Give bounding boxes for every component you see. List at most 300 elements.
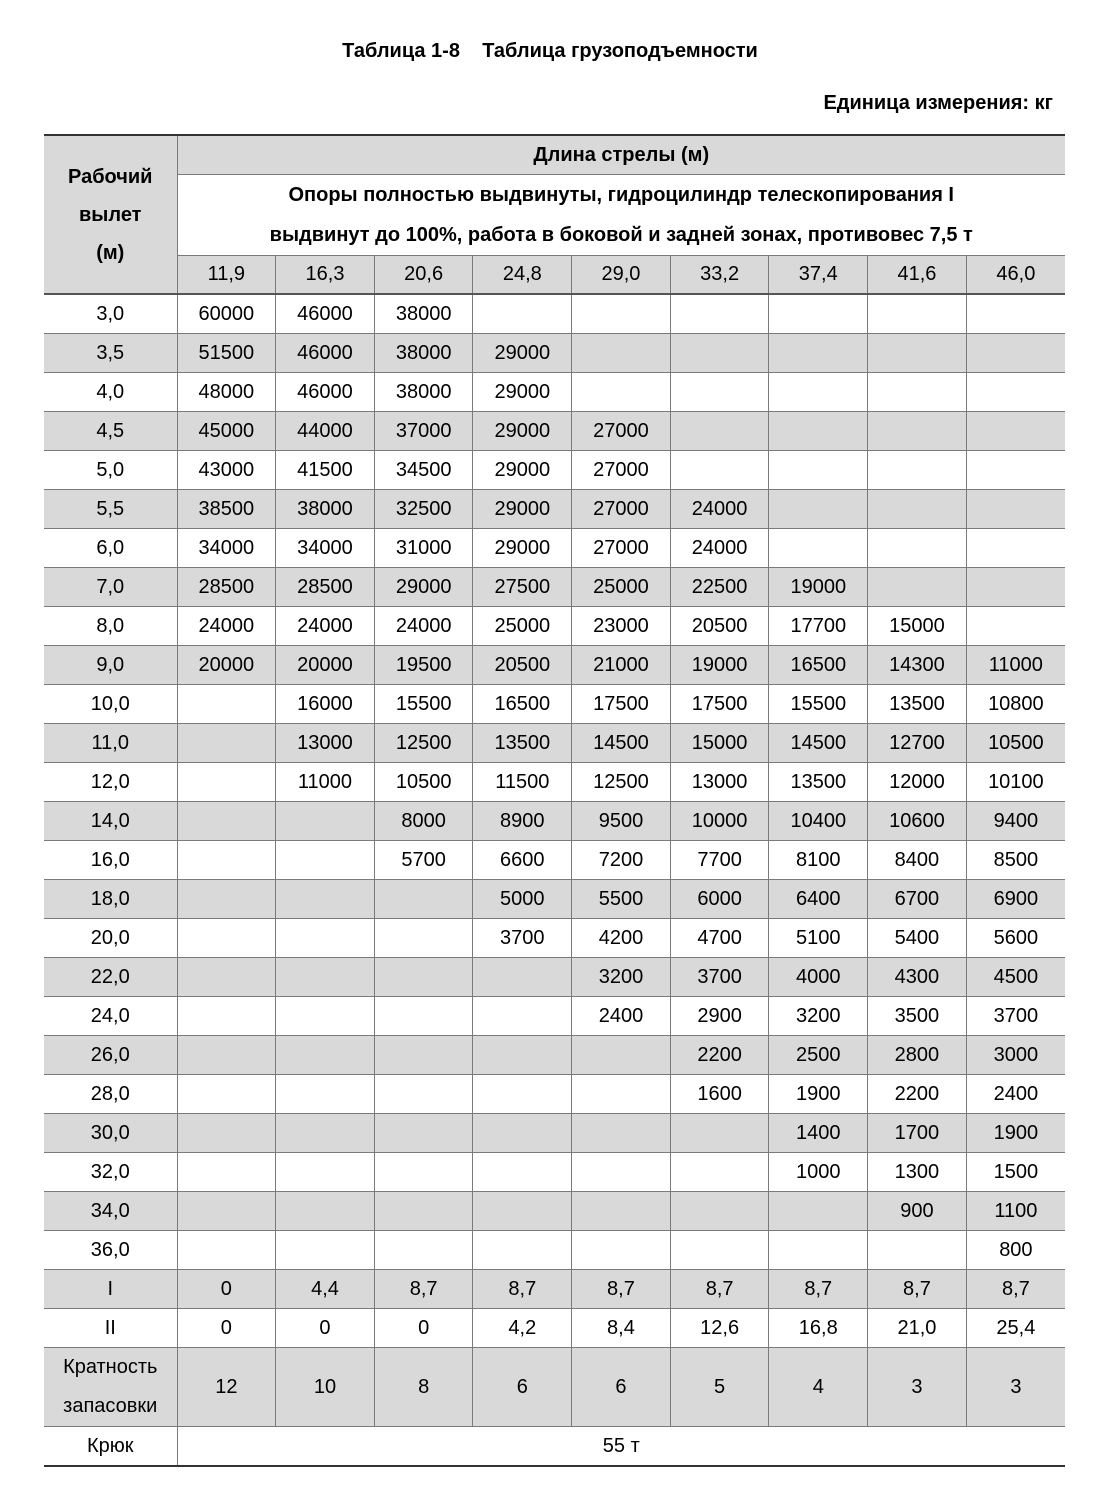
table-title: Таблица 1-8 Таблица грузоподъемности (342, 40, 758, 62)
capacity-cell: 46000 (276, 373, 375, 412)
table-row (44, 958, 1065, 997)
capacity-cell: 38000 (276, 490, 375, 529)
capacity-cell: 8,7 (966, 1270, 1065, 1309)
radius-cell: 34,0 (44, 1192, 177, 1231)
boom-length-cell: 20,6 (374, 256, 473, 295)
capacity-cell (177, 880, 276, 919)
capacity-cell: 29000 (473, 451, 572, 490)
capacity-cell: 2500 (769, 1036, 868, 1075)
capacity-cell: 15500 (769, 685, 868, 724)
capacity-cell: 1600 (670, 1075, 769, 1114)
radius-cell: 7,0 (44, 568, 177, 607)
capacity-cell: 13500 (473, 724, 572, 763)
capacity-cell: 10800 (966, 685, 1065, 724)
capacity-cell: 8900 (473, 802, 572, 841)
capacity-cell (473, 1192, 572, 1231)
capacity-cell: 14300 (868, 646, 967, 685)
table-row (44, 490, 1065, 529)
capacity-cell: 29000 (473, 490, 572, 529)
capacity-cell: 11000 (966, 646, 1065, 685)
table-row (44, 1270, 1065, 1309)
table-row (44, 412, 1065, 451)
reeving-cell: 6 (572, 1348, 671, 1427)
capacity-cell (374, 1075, 473, 1114)
capacity-cell (374, 919, 473, 958)
capacity-cell (473, 1075, 572, 1114)
capacity-cell: 14500 (572, 724, 671, 763)
working-radius-header-line: Рабочий (68, 165, 153, 188)
capacity-cell: 27000 (572, 490, 671, 529)
boom-length-cell: 24,8 (473, 256, 572, 295)
capacity-cell: 4300 (868, 958, 967, 997)
capacity-cell (868, 451, 967, 490)
radius-cell: II (44, 1309, 177, 1348)
hook-row (44, 1427, 1065, 1467)
boom-length-cell: 41,6 (868, 256, 967, 295)
capacity-cell: 25,4 (966, 1309, 1065, 1348)
capacity-cell: 2400 (572, 997, 671, 1036)
radius-cell: 16,0 (44, 841, 177, 880)
working-radius-header-line: вылет (79, 203, 142, 226)
radius-cell: 36,0 (44, 1231, 177, 1270)
capacity-cell (177, 763, 276, 802)
capacity-cell: 27000 (572, 529, 671, 568)
radius-cell: 3,5 (44, 334, 177, 373)
radius-cell: 20,0 (44, 919, 177, 958)
capacity-cell: 4,2 (473, 1309, 572, 1348)
capacity-cell (276, 1036, 375, 1075)
capacity-cell: 24000 (276, 607, 375, 646)
capacity-cell (868, 490, 967, 529)
capacity-cell (868, 373, 967, 412)
capacity-cell: 6900 (966, 880, 1065, 919)
capacity-cell (670, 412, 769, 451)
table-row (44, 1231, 1065, 1270)
capacity-cell: 3500 (868, 997, 967, 1036)
capacity-cell: 24000 (374, 607, 473, 646)
working-radius-header (44, 135, 177, 294)
capacity-cell: 19000 (769, 568, 868, 607)
capacity-cell (374, 1231, 473, 1270)
capacity-cell: 4200 (572, 919, 671, 958)
capacity-cell: 3700 (670, 958, 769, 997)
capacity-cell: 29000 (473, 412, 572, 451)
capacity-cell (868, 412, 967, 451)
capacity-cell: 16,8 (769, 1309, 868, 1348)
capacity-cell: 25000 (572, 568, 671, 607)
capacity-cell: 16500 (473, 685, 572, 724)
table-row (44, 451, 1065, 490)
capacity-cell: 24000 (670, 529, 769, 568)
capacity-cell: 8,7 (670, 1270, 769, 1309)
table-row (44, 763, 1065, 802)
capacity-cell (177, 802, 276, 841)
capacity-cell: 9500 (572, 802, 671, 841)
capacity-cell (374, 880, 473, 919)
reeving-cell: 12 (177, 1348, 276, 1427)
capacity-cell: 2200 (868, 1075, 967, 1114)
capacity-cell: 60000 (177, 294, 276, 334)
capacity-cell: 46000 (276, 334, 375, 373)
capacity-cell: 29000 (473, 529, 572, 568)
reeving-cell: 4 (769, 1348, 868, 1427)
capacity-cell: 5700 (374, 841, 473, 880)
unit-label: Единица измерения: кг (823, 92, 1053, 114)
capacity-cell: 38000 (374, 334, 473, 373)
capacity-cell (177, 841, 276, 880)
radius-cell: 24,0 (44, 997, 177, 1036)
table-row (44, 802, 1065, 841)
capacity-cell: 900 (868, 1192, 967, 1231)
capacity-cell (177, 997, 276, 1036)
capacity-cell (473, 1114, 572, 1153)
capacity-cell (374, 997, 473, 1036)
capacity-cell: 29000 (473, 373, 572, 412)
capacity-cell: 16500 (769, 646, 868, 685)
capacity-cell (572, 1036, 671, 1075)
capacity-cell (769, 294, 868, 334)
reeving-row (44, 1348, 1065, 1427)
capacity-cell: 38500 (177, 490, 276, 529)
capacity-cell (966, 334, 1065, 373)
capacity-cell: 31000 (374, 529, 473, 568)
capacity-cell (868, 529, 967, 568)
capacity-cell: 25000 (473, 607, 572, 646)
capacity-cell (177, 1075, 276, 1114)
capacity-cell: 15000 (868, 607, 967, 646)
capacity-cell (769, 334, 868, 373)
capacity-cell (276, 841, 375, 880)
capacity-cell (276, 919, 375, 958)
table-row (44, 1114, 1065, 1153)
capacity-cell: 5000 (473, 880, 572, 919)
capacity-cell: 8,7 (868, 1270, 967, 1309)
capacity-cell: 6000 (670, 880, 769, 919)
capacity-cell: 44000 (276, 412, 375, 451)
capacity-cell: 29000 (374, 568, 473, 607)
reeving-label-line: Кратность (63, 1356, 158, 1378)
capacity-cell (276, 1153, 375, 1192)
table-row (44, 334, 1065, 373)
capacity-cell: 2200 (670, 1036, 769, 1075)
radius-cell: 32,0 (44, 1153, 177, 1192)
capacity-cell: 19000 (670, 646, 769, 685)
condition-header (177, 175, 1065, 256)
capacity-cell: 12,6 (670, 1309, 769, 1348)
capacity-cell: 9400 (966, 802, 1065, 841)
reeving-label-line: запасовки (63, 1395, 158, 1417)
capacity-cell (966, 373, 1065, 412)
capacity-cell: 8400 (868, 841, 967, 880)
capacity-cell: 14500 (769, 724, 868, 763)
capacity-cell: 51500 (177, 334, 276, 373)
capacity-cell (572, 1114, 671, 1153)
radius-cell: 18,0 (44, 880, 177, 919)
capacity-cell: 19500 (374, 646, 473, 685)
capacity-cell: 16000 (276, 685, 375, 724)
capacity-cell: 43000 (177, 451, 276, 490)
capacity-cell: 5400 (868, 919, 967, 958)
radius-cell: 28,0 (44, 1075, 177, 1114)
radius-cell: 5,5 (44, 490, 177, 529)
radius-cell: 4,0 (44, 373, 177, 412)
capacity-cell (966, 607, 1065, 646)
capacity-cell: 20500 (473, 646, 572, 685)
boom-length-cell: 11,9 (177, 256, 276, 295)
capacity-cell (473, 1036, 572, 1075)
capacity-cell: 4,4 (276, 1270, 375, 1309)
table-row (44, 607, 1065, 646)
table-row (44, 1192, 1065, 1231)
capacity-cell (473, 1153, 572, 1192)
capacity-cell: 8,7 (769, 1270, 868, 1309)
capacity-cell (177, 1114, 276, 1153)
radius-cell: 5,0 (44, 451, 177, 490)
capacity-cell: 2800 (868, 1036, 967, 1075)
reeving-label (44, 1348, 177, 1427)
table-row (44, 294, 1065, 334)
capacity-cell: 3700 (473, 919, 572, 958)
capacity-cell: 5100 (769, 919, 868, 958)
capacity-cell (670, 1153, 769, 1192)
capacity-cell (868, 334, 967, 373)
table-row (44, 724, 1065, 763)
capacity-cell: 0 (276, 1309, 375, 1348)
capacity-cell: 34000 (276, 529, 375, 568)
capacity-cell: 10400 (769, 802, 868, 841)
capacity-cell (670, 1114, 769, 1153)
reeving-cell: 10 (276, 1348, 375, 1427)
capacity-cell (276, 1192, 375, 1231)
table-row (44, 1075, 1065, 1114)
capacity-cell (572, 1153, 671, 1192)
capacity-cell (374, 1192, 473, 1231)
capacity-cell (374, 1114, 473, 1153)
capacity-cell: 5600 (966, 919, 1065, 958)
capacity-cell: 27000 (572, 412, 671, 451)
capacity-cell: 8100 (769, 841, 868, 880)
capacity-cell: 20000 (276, 646, 375, 685)
capacity-cell: 24000 (670, 490, 769, 529)
radius-cell: 4,5 (44, 412, 177, 451)
capacity-cell (966, 412, 1065, 451)
capacity-cell: 34000 (177, 529, 276, 568)
reeving-cell: 6 (473, 1348, 572, 1427)
capacity-cell: 17700 (769, 607, 868, 646)
boom-length-cell: 46,0 (966, 256, 1065, 295)
capacity-cell (966, 529, 1065, 568)
reeving-cell: 3 (868, 1348, 967, 1427)
capacity-cell: 24000 (177, 607, 276, 646)
capacity-cell: 13000 (276, 724, 375, 763)
capacity-cell: 37000 (374, 412, 473, 451)
capacity-cell (177, 724, 276, 763)
capacity-cell: 15500 (374, 685, 473, 724)
capacity-cell: 48000 (177, 373, 276, 412)
reeving-cell: 5 (670, 1348, 769, 1427)
capacity-cell (572, 294, 671, 334)
capacity-cell (177, 685, 276, 724)
capacity-cell (276, 880, 375, 919)
capacity-cell (177, 958, 276, 997)
capacity-cell (769, 373, 868, 412)
boom-length-cell: 16,3 (276, 256, 375, 295)
capacity-cell: 6700 (868, 880, 967, 919)
capacity-cell: 32500 (374, 490, 473, 529)
capacity-cell (769, 529, 868, 568)
table-row (44, 1036, 1065, 1075)
capacity-cell: 8000 (374, 802, 473, 841)
radius-cell: 30,0 (44, 1114, 177, 1153)
radius-cell: 8,0 (44, 607, 177, 646)
capacity-cell (177, 1036, 276, 1075)
radius-cell: I (44, 1270, 177, 1309)
table-row (44, 1153, 1065, 1192)
capacity-cell: 10500 (966, 724, 1065, 763)
table-row (44, 373, 1065, 412)
capacity-cell (177, 1231, 276, 1270)
capacity-cell: 23000 (572, 607, 671, 646)
capacity-cell: 4700 (670, 919, 769, 958)
capacity-cell (177, 1192, 276, 1231)
capacity-cell: 1300 (868, 1153, 967, 1192)
radius-cell: 26,0 (44, 1036, 177, 1075)
boom-length-cell: 33,2 (670, 256, 769, 295)
capacity-cell (670, 1192, 769, 1231)
capacity-cell (769, 1192, 868, 1231)
capacity-cell: 11000 (276, 763, 375, 802)
capacity-cell: 7200 (572, 841, 671, 880)
capacity-cell (966, 451, 1065, 490)
capacity-cell (276, 958, 375, 997)
capacity-cell: 17500 (670, 685, 769, 724)
capacity-cell: 3200 (572, 958, 671, 997)
table-row (44, 1309, 1065, 1348)
hook-label: Крюк (44, 1427, 177, 1467)
capacity-cell (276, 802, 375, 841)
table-row (44, 685, 1065, 724)
capacity-cell: 8500 (966, 841, 1065, 880)
load-chart-table (44, 134, 1065, 1467)
capacity-cell: 38000 (374, 373, 473, 412)
radius-cell: 9,0 (44, 646, 177, 685)
capacity-cell (670, 294, 769, 334)
capacity-cell: 38000 (374, 294, 473, 334)
capacity-cell (276, 1231, 375, 1270)
capacity-cell (374, 958, 473, 997)
capacity-cell (572, 334, 671, 373)
capacity-cell: 12500 (572, 763, 671, 802)
capacity-cell: 12500 (374, 724, 473, 763)
capacity-cell: 1700 (868, 1114, 967, 1153)
capacity-cell: 10000 (670, 802, 769, 841)
table-row (44, 568, 1065, 607)
capacity-cell: 10100 (966, 763, 1065, 802)
radius-cell: 6,0 (44, 529, 177, 568)
capacity-cell: 21000 (572, 646, 671, 685)
capacity-cell (966, 568, 1065, 607)
radius-cell: 14,0 (44, 802, 177, 841)
capacity-cell: 28500 (276, 568, 375, 607)
capacity-cell: 1900 (966, 1114, 1065, 1153)
capacity-cell (868, 1231, 967, 1270)
capacity-cell: 13500 (868, 685, 967, 724)
capacity-cell: 2400 (966, 1075, 1065, 1114)
capacity-cell: 0 (177, 1270, 276, 1309)
capacity-cell (473, 294, 572, 334)
capacity-cell (670, 1231, 769, 1270)
capacity-cell (276, 1114, 375, 1153)
condition-line-1: Опоры полностью выдвинуты, гидроцилиндр телескопирования I (288, 184, 954, 206)
capacity-cell: 2900 (670, 997, 769, 1036)
capacity-cell (473, 997, 572, 1036)
capacity-cell (769, 412, 868, 451)
table-row (44, 880, 1065, 919)
reeving-cell: 3 (966, 1348, 1065, 1427)
capacity-cell: 17500 (572, 685, 671, 724)
capacity-cell (276, 997, 375, 1036)
capacity-cell: 27000 (572, 451, 671, 490)
capacity-cell: 0 (374, 1309, 473, 1348)
capacity-cell: 1500 (966, 1153, 1065, 1192)
capacity-cell: 12700 (868, 724, 967, 763)
radius-cell: 10,0 (44, 685, 177, 724)
radius-cell: 11,0 (44, 724, 177, 763)
boom-length-cell: 37,4 (769, 256, 868, 295)
capacity-cell: 34500 (374, 451, 473, 490)
capacity-cell (572, 1231, 671, 1270)
capacity-cell: 8,4 (572, 1309, 671, 1348)
table-row (44, 997, 1065, 1036)
capacity-cell (966, 490, 1065, 529)
capacity-cell (177, 919, 276, 958)
capacity-cell: 8,7 (374, 1270, 473, 1309)
capacity-cell: 20000 (177, 646, 276, 685)
capacity-cell: 10600 (868, 802, 967, 841)
capacity-cell: 6400 (769, 880, 868, 919)
capacity-cell: 7700 (670, 841, 769, 880)
capacity-cell: 1100 (966, 1192, 1065, 1231)
radius-cell: 22,0 (44, 958, 177, 997)
capacity-cell: 1000 (769, 1153, 868, 1192)
capacity-cell: 1400 (769, 1114, 868, 1153)
capacity-cell (572, 373, 671, 412)
capacity-cell (177, 1153, 276, 1192)
table-row (44, 646, 1065, 685)
capacity-cell: 4500 (966, 958, 1065, 997)
capacity-cell: 13500 (769, 763, 868, 802)
capacity-cell (670, 451, 769, 490)
capacity-cell: 6600 (473, 841, 572, 880)
hook-value: 55 т (177, 1427, 1065, 1467)
capacity-cell: 8,7 (473, 1270, 572, 1309)
capacity-cell: 45000 (177, 412, 276, 451)
capacity-cell (769, 451, 868, 490)
capacity-cell (473, 1231, 572, 1270)
capacity-cell (374, 1153, 473, 1192)
capacity-cell: 12000 (868, 763, 967, 802)
capacity-cell (769, 1231, 868, 1270)
capacity-cell: 20500 (670, 607, 769, 646)
reeving-cell: 8 (374, 1348, 473, 1427)
table-row (44, 919, 1065, 958)
capacity-cell (473, 958, 572, 997)
capacity-cell: 13000 (670, 763, 769, 802)
capacity-cell (572, 1192, 671, 1231)
table-row (44, 529, 1065, 568)
capacity-cell: 15000 (670, 724, 769, 763)
working-radius-header-line: (м) (96, 241, 125, 264)
